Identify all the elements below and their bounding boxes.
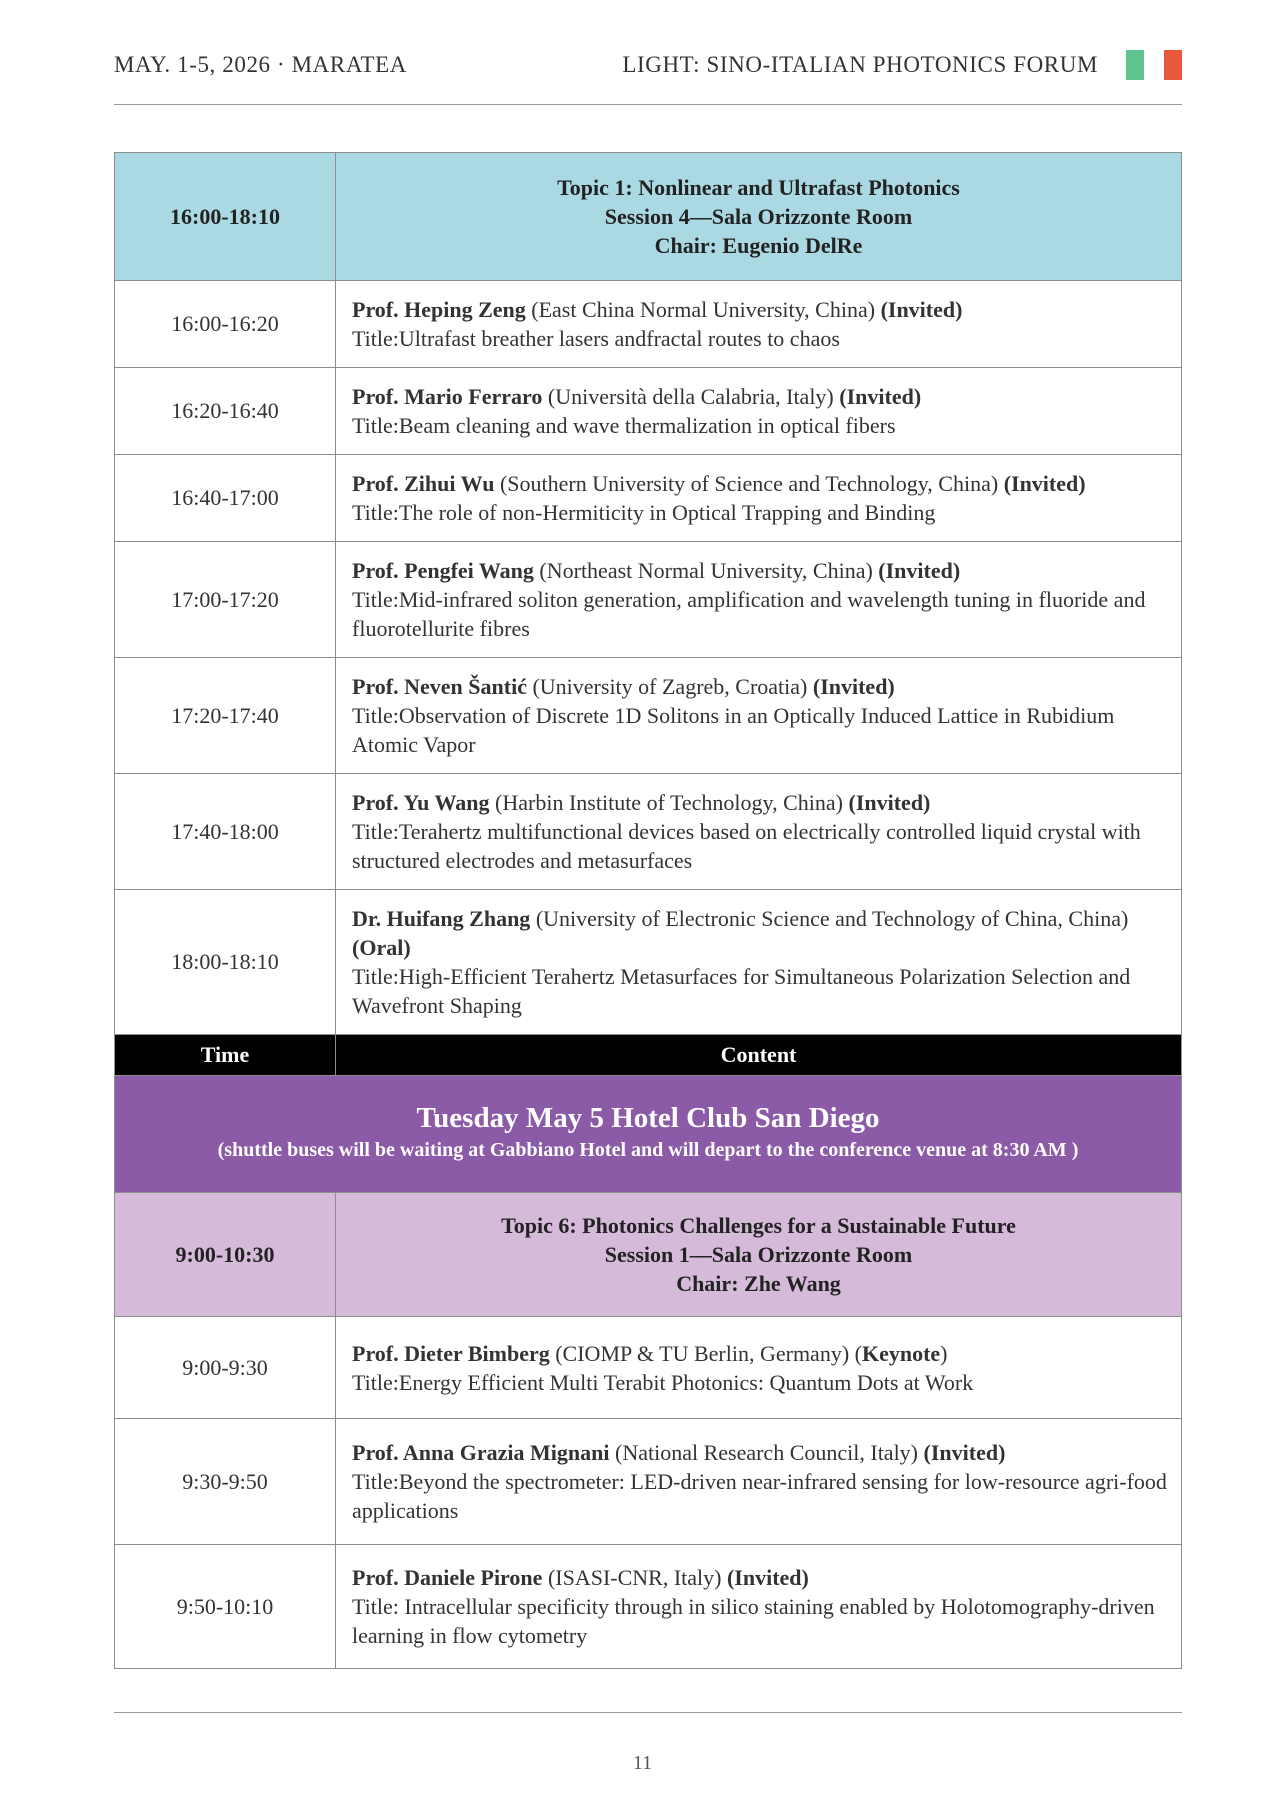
talk-title: Title:Ultrafast breather lasers andfractal routes to chaos <box>352 326 840 351</box>
talk-type: (Invited) <box>878 558 961 583</box>
talk-row <box>115 658 1182 774</box>
talk-type: (Invited) <box>848 790 931 815</box>
session-info <box>336 1193 1182 1317</box>
speaker-name: Prof. Anna Grazia Mignani <box>352 1440 610 1465</box>
session-time: 16:00-18:10 <box>115 153 336 281</box>
talk-title: Title:Energy Efficient Multi Terabit Photonics: Quantum Dots at Work <box>352 1369 974 1395</box>
speaker-name: Prof. Heping Zeng <box>352 297 526 322</box>
talk-title: Title:Beam cleaning and wave thermalization in optical fibers <box>352 413 896 438</box>
header-date-location: MAY. 1-5, 2026 · MARATEA <box>114 52 407 77</box>
talk-content <box>336 774 1182 890</box>
talk-type: (Invited) <box>812 674 895 699</box>
talk-time: 16:00-16:20 <box>115 281 336 368</box>
talk-content <box>336 368 1182 455</box>
speaker-affiliation: (University of Zagreb, Croatia) <box>526 674 813 699</box>
speaker-affiliation: (University of Electronic Science and Technology of China, China) <box>530 906 1129 931</box>
speaker-affiliation: (East China Normal University, China) <box>525 297 881 322</box>
talk-title: Title:Terahertz multifunctional devices based on electrically controlled liquid crystal with structured electrodes and metasurfaces <box>352 819 1141 873</box>
talk-content <box>336 1317 1182 1419</box>
session-chair: Chair: Zhe Wang <box>676 1271 841 1296</box>
session-topic: Topic 6: Photonics Challenges for a Sustainable Future <box>501 1213 1016 1238</box>
day-banner-row <box>115 1076 1182 1193</box>
footer-divider <box>114 1712 1182 1713</box>
talk-row <box>115 1317 1182 1419</box>
speaker-affiliation: (Harbin Institute of Technology, China) <box>489 790 849 815</box>
talk-time: 17:20-17:40 <box>115 658 336 774</box>
talk-content <box>336 542 1182 658</box>
talk-time: 17:40-18:00 <box>115 774 336 890</box>
talk-row <box>115 542 1182 658</box>
column-header-content: Content <box>336 1035 1182 1076</box>
speaker-name: Prof. Pengfei Wang <box>352 558 534 583</box>
talk-time: 9:30-9:50 <box>115 1419 336 1545</box>
header-forum-title: LIGHT: SINO-ITALIAN PHOTONICS FORUM <box>622 52 1098 77</box>
talk-time: 9:50-10:10 <box>115 1545 336 1669</box>
talk-title: Title:Beyond the spectrometer: LED-driven near-infrared sensing for low-resource agri-food applications <box>352 1469 1167 1523</box>
talk-time: 17:00-17:20 <box>115 542 336 658</box>
talk-row <box>115 281 1182 368</box>
session-room: Session 4—Sala Orizzonte Room <box>604 204 913 229</box>
talk-type: (Invited) <box>1003 471 1086 496</box>
speaker-name: Prof. Dieter Bimberg <box>352 1340 550 1366</box>
schedule-table <box>114 152 1182 1669</box>
talk-row <box>115 890 1182 1035</box>
talk-time: 16:40-17:00 <box>115 455 336 542</box>
speaker-affiliation: (Northeast Normal University, China) <box>533 558 879 583</box>
talk-time: 18:00-18:10 <box>115 890 336 1035</box>
talk-content <box>336 1545 1182 1669</box>
page-header <box>114 44 1182 105</box>
talk-time: 16:20-16:40 <box>115 368 336 455</box>
talk-row <box>115 368 1182 455</box>
speaker-name: Prof. Daniele Pirone <box>352 1565 543 1590</box>
talk-content <box>336 281 1182 368</box>
speaker-affiliation: (CIOMP & TU Berlin, Germany) ( <box>549 1340 862 1366</box>
talk-title: Title: Intracellular specificity through in silico staining enabled by Holotomography-driven learning in flow cytometry <box>352 1594 1155 1648</box>
speaker-name: Dr. Huifang Zhang <box>352 906 531 931</box>
day-title: Tuesday May 5 Hotel Club San Diego <box>416 1102 880 1134</box>
talk-row <box>115 1419 1182 1545</box>
session-header-row <box>115 1193 1182 1317</box>
talk-row <box>115 455 1182 542</box>
talk-type: (Invited) <box>880 297 963 322</box>
talk-title: Title:Mid-infrared soliton generation, amplification and wavelength tuning in fluoride and fluorotellurite fibres <box>352 587 1146 641</box>
talk-type: (Oral) <box>352 935 411 960</box>
session-info <box>336 153 1182 281</box>
column-header-row <box>115 1035 1182 1076</box>
talk-title: Title:Observation of Discrete 1D Solitons in an Optically Induced Lattice in Rubidium Atomic Vapor <box>352 703 1115 757</box>
talk-type: (Invited) <box>726 1565 809 1590</box>
speaker-affiliation: (Southern University of Science and Technology, China) <box>494 471 1004 496</box>
day-banner <box>115 1076 1182 1193</box>
speaker-affiliation: (Università della Calabria, Italy) <box>542 384 840 409</box>
speaker-affiliation: (National Research Council, Italy) <box>609 1440 924 1465</box>
session-room: Session 1—Sala Orizzonte Room <box>604 1242 913 1267</box>
session-time: 9:00-10:30 <box>115 1193 336 1317</box>
talk-type: (Invited) <box>839 384 922 409</box>
speaker-affiliation: (ISASI-CNR, Italy) <box>542 1565 727 1590</box>
speaker-name: Prof. Mario Ferraro <box>352 384 543 409</box>
talk-row <box>115 1545 1182 1669</box>
flag-green-stripe <box>1126 50 1144 80</box>
talk-type: Keynote <box>861 1340 941 1366</box>
speaker-name: Prof. Zihui Wu <box>352 471 495 496</box>
talk-type-close: ) <box>940 1340 948 1366</box>
talk-content <box>336 658 1182 774</box>
speaker-name: Prof. Neven Šantić <box>352 674 527 699</box>
talk-time: 9:00-9:30 <box>115 1317 336 1419</box>
flag-red-stripe <box>1164 50 1182 80</box>
session-chair: Chair: Eugenio DelRe <box>654 233 863 258</box>
talk-title: Title:The role of non-Hermiticity in Optical Trapping and Binding <box>352 500 936 525</box>
column-header-time: Time <box>115 1035 336 1076</box>
session-header-row <box>115 153 1182 281</box>
day-subtitle: (shuttle buses will be waiting at Gabbiano Hotel and will depart to the conference venue at 8:30 AM ) <box>217 1139 1079 1161</box>
talk-row <box>115 774 1182 890</box>
talk-content <box>336 455 1182 542</box>
talk-content <box>336 890 1182 1035</box>
speaker-name: Prof. Yu Wang <box>352 790 490 815</box>
talk-type: (Invited) <box>923 1440 1006 1465</box>
page-number: 11 <box>632 1752 653 1774</box>
talk-content <box>336 1419 1182 1545</box>
talk-title: Title:High-Efficient Terahertz Metasurfaces for Simultaneous Polarization Selection and Wavefront Shaping <box>352 964 1131 1018</box>
session-topic: Topic 1: Nonlinear and Ultrafast Photonics <box>557 175 960 200</box>
